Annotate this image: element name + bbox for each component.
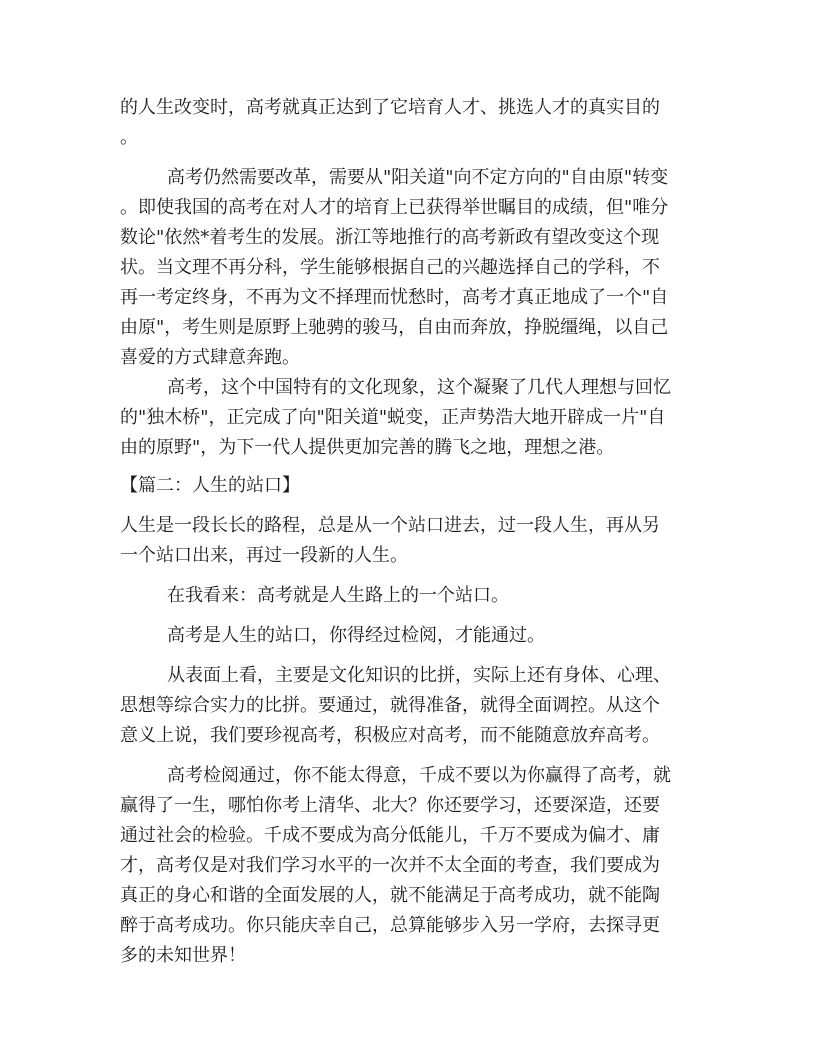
paragraph-4-line-1: 人生是一段长长的路程，总是从一个站口进去，过一段人生，再从另 — [120, 515, 660, 536]
paragraph-6-line-1: 高考是人生的站口，你得经过检阅，才能通过。 — [167, 625, 545, 646]
paragraph-2-line-6: 由原"，考生则是原野上驰骋的骏马，自由而奔放，挣脱缰绳，以自己 — [120, 317, 669, 338]
paragraph-2-line-1: 高考仍然需要改革，需要从"阳关道"向不定方向的"自由原"转变 — [167, 167, 669, 188]
paragraph-3-line-2: 的"独木桥"，正完成了向"阳关道"蜕变，正声势浩大地开辟成一片"自 — [120, 407, 666, 428]
paragraph-2-line-3: 数论"依然*着考生的发展。浙江等地推行的高考新政有望改变这个现 — [120, 227, 660, 248]
paragraph-3-line-1: 高考，这个中国特有的文化现象，这个凝聚了几代人理想与回忆 — [167, 377, 671, 398]
paragraph-1-line-1: 的人生改变时，高考就真正达到了它培育人才、挑选人才的真实目的 — [120, 97, 660, 118]
paragraph-2-line-2: 。即使我国的高考在对人才的培育上已获得举世瞩目的成绩，但"唯分 — [120, 197, 669, 218]
paragraph-8-line-5: 真正的身心和谐的全面发展的人，就不能满足于高考成功，就不能陶 — [120, 885, 660, 906]
paragraph-8-line-4: 才，高考仅是对我们学习水平的一次并不太全面的考查，我们要成为 — [120, 855, 660, 876]
paragraph-8-line-1: 高考检阅通过，你不能太得意，千成不要以为你赢得了高考，就 — [167, 765, 671, 786]
section-heading: 【篇二：人生的站口】 — [120, 475, 300, 496]
paragraph-7-line-3: 意义上说，我们要珍视高考，积极应对高考，而不能随意放弃高考。 — [120, 725, 660, 746]
paragraph-1-line-2: 。 — [120, 127, 138, 148]
paragraph-7-line-1: 从表面上看，主要是文化知识的比拼，实际上还有身体、心理、 — [167, 665, 671, 686]
paragraph-2-line-5: 再一考定终身，不再为文不择理而忧愁时，高考才真正地成了一个"自 — [120, 287, 669, 308]
paragraph-2-line-4: 状。当文理不再分科，学生能够根据自己的兴趣选择自己的学科，不 — [120, 257, 660, 278]
paragraph-8-line-6: 醉于高考成功。你只能庆幸自己，总算能够步入另一学府，去探寻更 — [120, 915, 660, 936]
paragraph-7-line-2: 思想等综合实力的比拼。要通过，就得准备，就得全面调控。从这个 — [120, 695, 660, 716]
paragraph-4-line-2: 一个站口出来，再过一段新的人生。 — [120, 545, 408, 566]
paragraph-8-line-3: 通过社会的检验。千成不要成为高分低能儿，千万不要成为偏才、庸 — [120, 825, 660, 846]
paragraph-8-line-7: 多的未知世界！ — [120, 945, 246, 966]
paragraph-8-line-2: 赢得了一生，哪怕你考上清华、北大？你还要学习，还要深造，还要 — [120, 795, 660, 816]
paragraph-2-line-7: 喜爱的方式肆意奔跑。 — [120, 347, 300, 368]
paragraph-3-line-3: 由的原野"，为下一代人提供更加完善的腾飞之地，理想之港。 — [120, 437, 615, 458]
paragraph-5-line-1: 在我看来：高考就是人生路上的一个站口。 — [167, 585, 509, 606]
